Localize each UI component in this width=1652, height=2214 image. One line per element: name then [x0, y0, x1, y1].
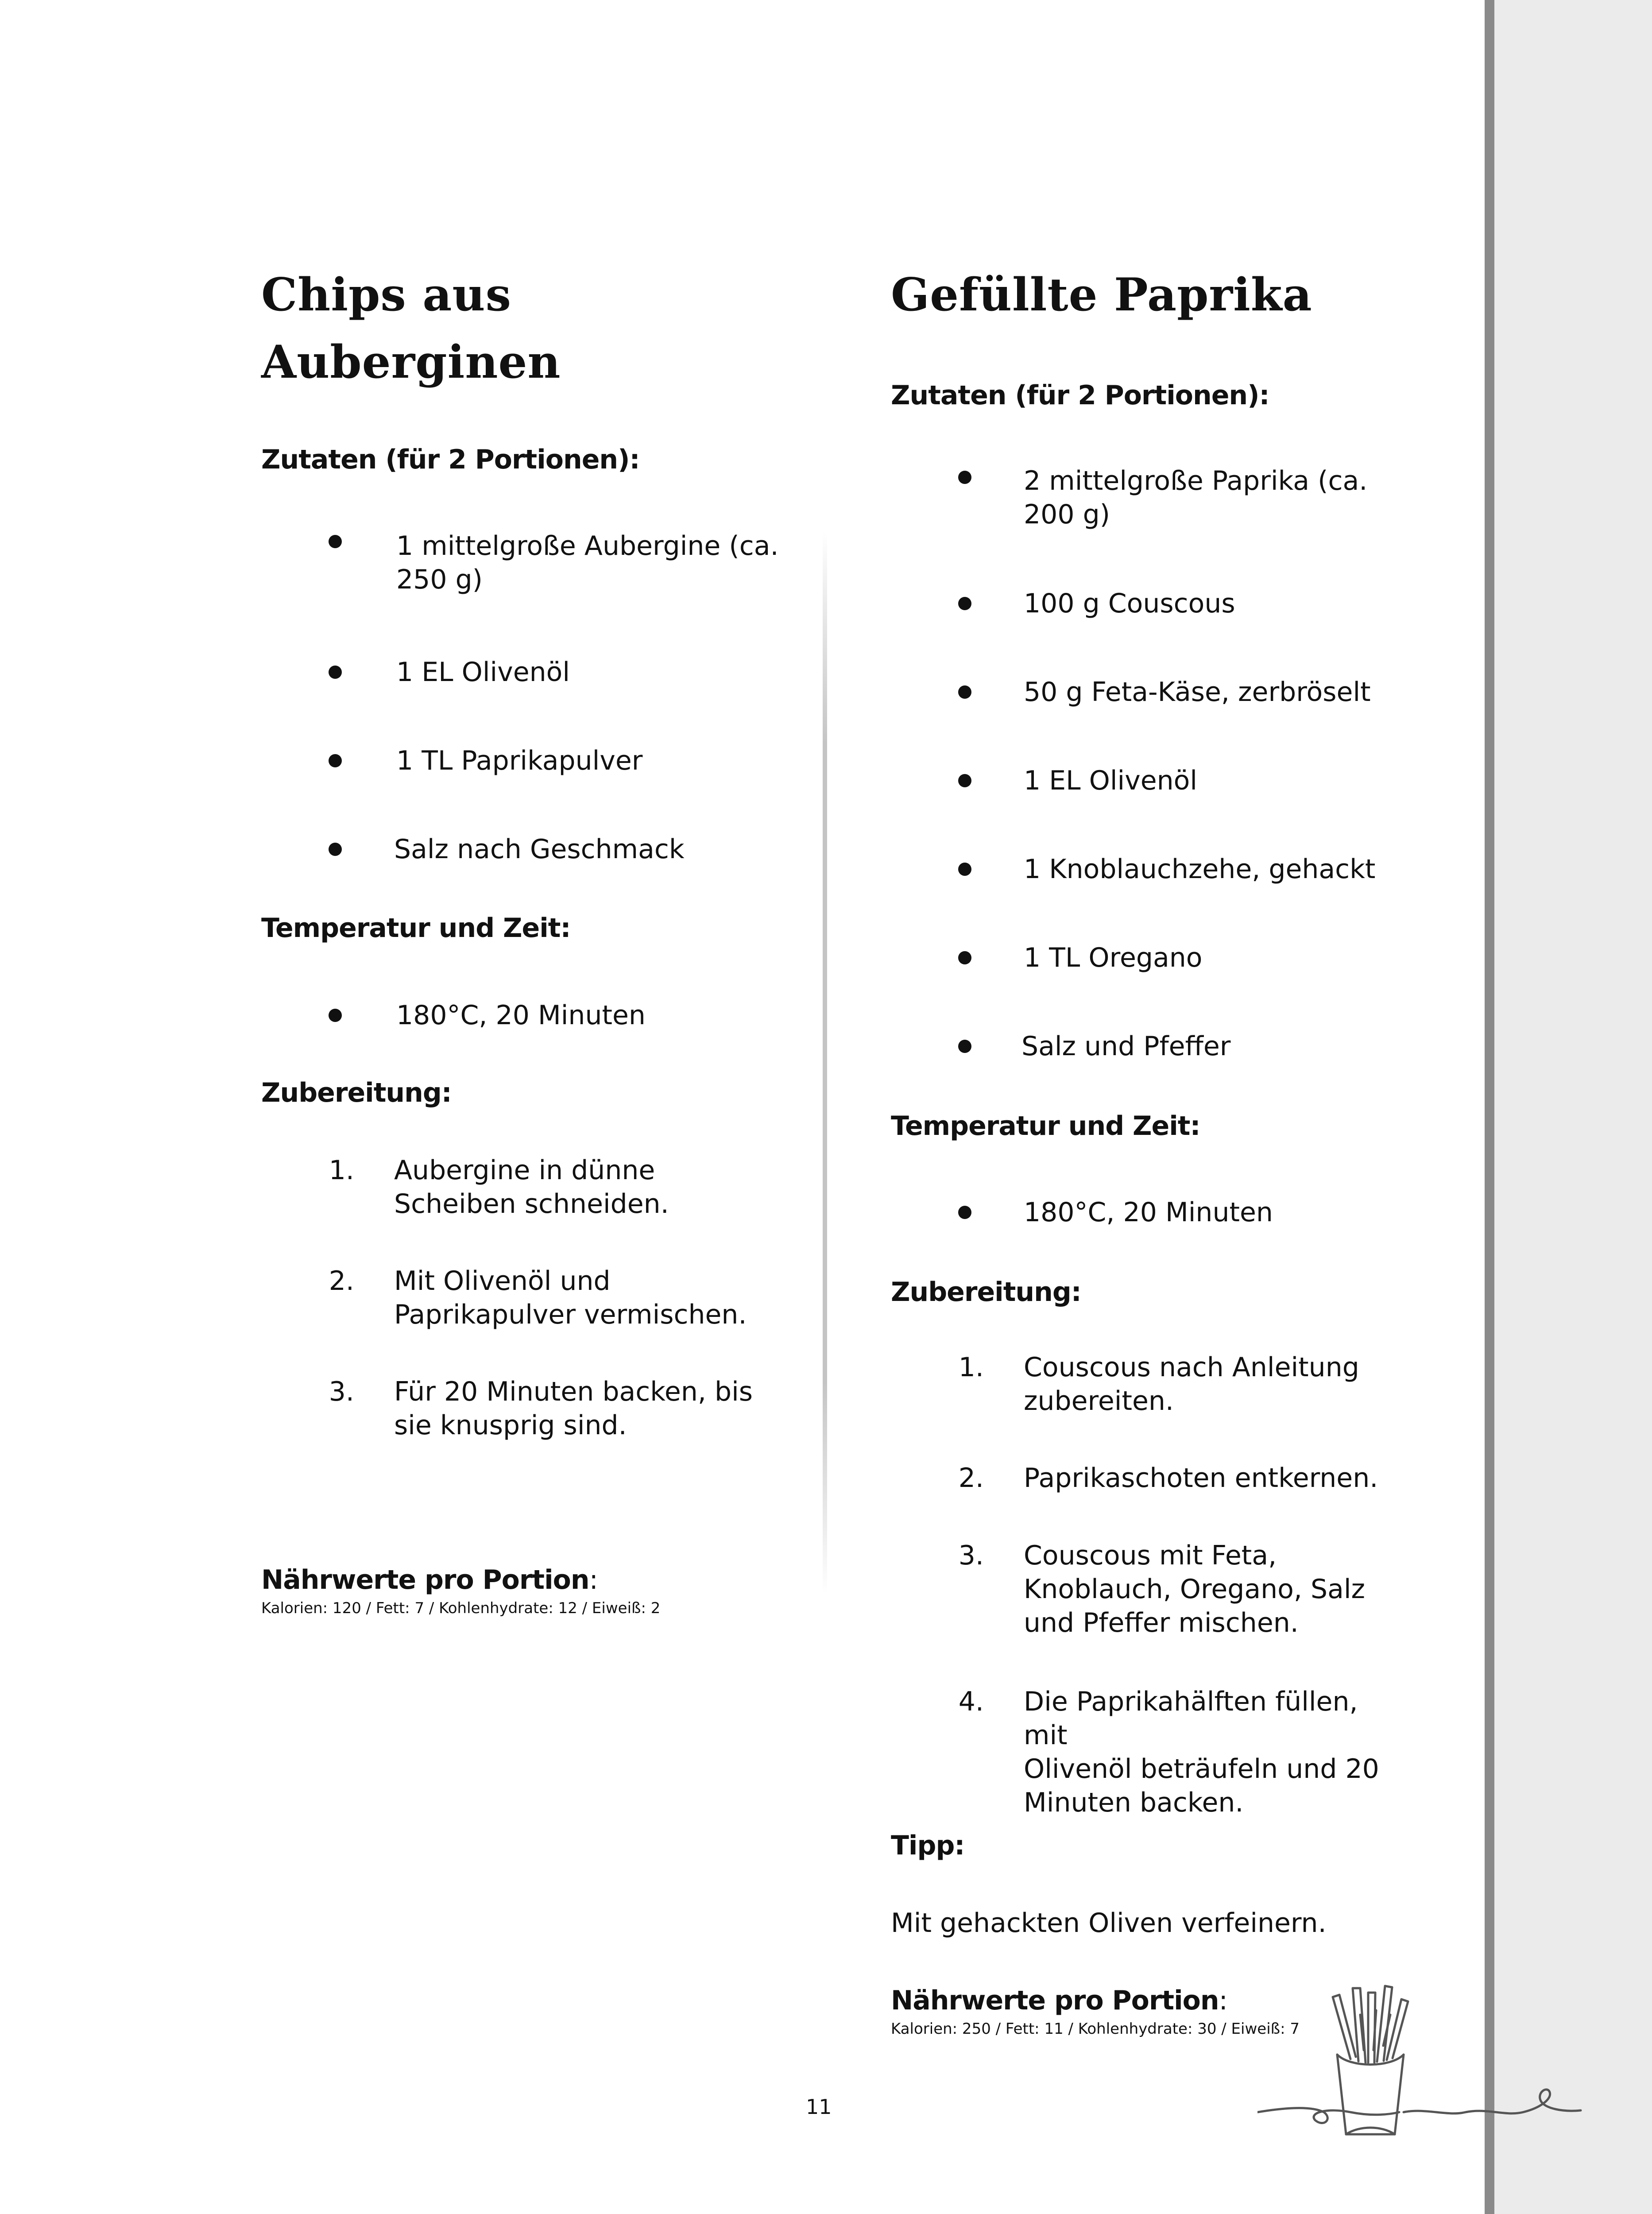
ingredient-item: 100 g Couscous — [1024, 588, 1235, 619]
nutrition-values: Kalorien: 250 / Fett: 11 / Kohlenhydrate: 30 / Eiweiß: 7 — [891, 2020, 1300, 2038]
ingredient-item: 50 g Feta-Käse, zerbröselt — [1024, 677, 1371, 708]
bullet-icon — [958, 1040, 971, 1053]
step-number: 2. — [329, 1266, 354, 1297]
fries-line-drawing-icon — [1257, 1979, 1585, 2148]
bullet-icon — [329, 843, 342, 856]
page-edge-band — [1485, 0, 1652, 2214]
bullet-icon — [958, 685, 971, 699]
recipe-title: Gefüllte Paprika — [891, 268, 1312, 321]
bullet-icon — [958, 951, 971, 964]
ingredient-item: 1 mittelgroße Aubergine (ca. 250 g) — [396, 530, 779, 595]
temperature-item: 180°C, 20 Minuten — [1024, 1197, 1273, 1228]
bullet-icon — [958, 597, 971, 610]
step-number: 3. — [329, 1376, 354, 1407]
ingredient-item: Salz und Pfeffer — [1021, 1031, 1231, 1062]
step-number: 1. — [329, 1155, 354, 1186]
temperature-heading: Temperatur und Zeit: — [261, 913, 571, 944]
bullet-icon — [958, 774, 971, 787]
step-number: 4. — [958, 1686, 984, 1717]
step-text: Couscous mit Feta, Knoblauch, Oregano, Salz und Pfeffer mischen. — [1024, 1540, 1366, 1638]
preparation-heading: Zubereitung: — [891, 1277, 1081, 1308]
recipe-title-line2: Auberginen — [261, 336, 561, 389]
page-number: 11 — [806, 2095, 832, 2119]
step-text: Mit Olivenöl und Paprikapulver vermischen. — [394, 1266, 747, 1330]
step-text: Couscous nach Anleitung zubereiten. — [1024, 1352, 1359, 1417]
temperature-item: 180°C, 20 Minuten — [396, 1000, 646, 1031]
tip-heading: Tipp: — [891, 1830, 965, 1861]
temperature-heading: Temperatur und Zeit: — [891, 1111, 1200, 1142]
ingredient-item: 1 EL Olivenöl — [1024, 765, 1198, 796]
bullet-icon — [329, 754, 342, 767]
ingredient-item: 1 EL Olivenöl — [396, 657, 570, 688]
tip-text: Mit gehackten Oliven verfeinern. — [891, 1908, 1327, 1939]
step-number: 2. — [958, 1463, 984, 1494]
ingredient-item: Salz nach Geschmack — [394, 834, 685, 865]
step-text: Die Paprikahälften füllen, mit Olivenöl beträufeln und 20 Minuten backen. — [1024, 1686, 1379, 1818]
bullet-icon — [329, 535, 342, 548]
bullet-icon — [958, 1206, 971, 1219]
bullet-icon — [329, 666, 342, 679]
bullet-icon — [958, 863, 971, 876]
nutrition-values: Kalorien: 120 / Fett: 7 / Kohlenhydrate: 12 / Eiweiß: 2 — [261, 1599, 661, 1617]
ingredient-item: 1 Knoblauchzehe, gehackt — [1024, 854, 1376, 885]
bullet-icon — [958, 471, 971, 484]
recipe-title-line1: Chips aus — [261, 268, 512, 321]
step-number: 1. — [958, 1352, 984, 1383]
step-text: Für 20 Minuten backen, bis sie knusprig sind. — [394, 1376, 753, 1441]
step-text: Paprikaschoten entkernen. — [1024, 1463, 1378, 1494]
ingredients-heading: Zutaten (für 2 Portionen): — [261, 444, 640, 475]
ingredient-item: 1 TL Oregano — [1024, 942, 1203, 973]
step-text: Aubergine in dünne Scheiben schneiden. — [394, 1155, 669, 1219]
step-number: 3. — [958, 1540, 984, 1571]
bullet-icon — [329, 1009, 342, 1022]
preparation-heading: Zubereitung: — [261, 1077, 452, 1108]
column-divider — [823, 531, 827, 1594]
nutrition-heading: Nährwerte pro Portion: — [891, 1985, 1227, 2016]
ingredient-item: 1 TL Paprikapulver — [396, 745, 643, 776]
ingredients-heading: Zutaten (für 2 Portionen): — [891, 380, 1269, 411]
ingredient-item: 2 mittelgroße Paprika (ca. 200 g) — [1024, 465, 1368, 530]
nutrition-heading: Nährwerte pro Portion: — [261, 1564, 598, 1595]
